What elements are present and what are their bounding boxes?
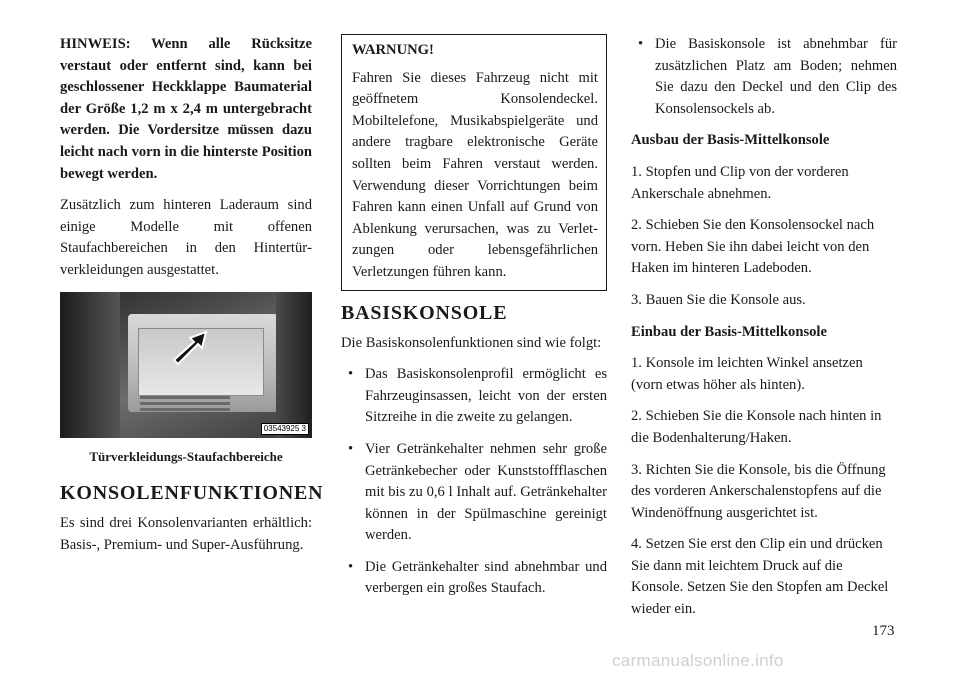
list-item: • Die Basiskonsole ist abnehmbar für zusätzlichen Platz am Boden; nehmen Sie dazu den Deckel und den Clip des Konsolensockels ab. [631,34,897,120]
pointer-arrow-icon [172,330,216,366]
base-console-intro: Die Basiskonsolenfunktionen sind wie folgt: [341,334,602,351]
installation-heading: Einbau der Basis-Mittelkonsole [631,323,827,340]
photo-grille-line [140,408,230,411]
list-item: • Vier Getränkehalter nehmen sehr große Getränkebecher oder Kunststoffflaschen mit bis zu 0,6 l Inhalt auf. Getränkehalter können in der Spülmaschine gereinigt werden. [341,439,607,547]
base-console-feature-list [341,364,607,600]
list-item: • Die Getränkehalter sind abnehmbar und verbergen ein großes Staufach. [341,557,607,600]
console-variants-paragraph: Es sind drei Konsolenvarianten erhältlich: Basis-, Premium- und Super-Ausführung. [60,515,312,553]
note-paragraph: HINWEIS: Wenn alle Rücksitze verstaut oder entfernt sind, kann bei geschlossener Heckklappe Baumaterial der Größe 1,2 m x 2,4 m untergebracht werden. Die Vordersitze müssen dazu leicht nach vorn in die hinterste Position bewegt werden. [60,36,312,182]
warning-text: Fahren Sie dieses Fahrzeug nicht mit geöffnetem Konsolendeckel. Mobiltelefone, Musikabspielgeräte und andere tragbare elektronische Geräte sollten beim Fahren verstaut werden. Verwendung dieser Vorrichtungen beim Fahren kann einen Unfall auf Grund von Ablenkung verursachen, was zu Verletzungen oder lebensgefährlichen Verletzungen führen kann. [352,69,598,280]
section-title-console-functions: KONSOLENFUNKTIONEN [60,482,324,505]
installation-step-2: 2. Schieben Sie die Konsole nach hinten in die Bodenhalterung/Haken. [631,408,882,446]
section-title-base-console: BASISKONSOLE [341,301,508,324]
photo-shadow [276,292,312,438]
installation-step-3: 3. Richten Sie die Konsole, bis die Öffnung des vorderen Ankerschalenstopfens auf die Windenöffnung ausgerichtet ist. [631,461,886,521]
image-caption: Türverkleidungs-Staufachbereiche [89,448,283,464]
removable-console-list [631,34,897,120]
site-watermark: carmanualsonline.info [612,651,784,670]
photo-grille-line [140,402,230,405]
storage-paragraph: Zusätzlich zum hinteren Laderaum sind einige Modelle mit offenen Staufachbereichen in den Hintertürverkleidungen ausgestattet. [60,197,312,278]
list-item: • Das Basiskonsolenprofil ermöglicht es Fahrzeuginsassen, leicht von der ersten Sitzreihe in die zweite zu gelangen. [341,364,607,429]
installation-step-1: 1. Konsole im leichten Winkel ansetzen (vorn etwas höher als hinten). [631,355,863,393]
image-code: 03543925 3 [261,423,309,435]
photo-grille-line [140,396,230,399]
left-column [60,34,324,566]
removal-heading: Ausbau der Basis-Mittelkonsole [631,132,830,149]
removal-step-1: 1. Stopfen und Clip von der vorderen Ankerschale abnehmen. [631,163,849,202]
right-column [631,34,897,631]
door-trim-storage-photo [60,292,312,438]
removal-step-3: 3. Bauen Sie die Konsole aus. [631,291,806,308]
warning-box [341,34,607,291]
page-number: 173 [872,623,895,639]
warning-title: WARNUNG! [352,42,434,58]
installation-step-4: 4. Setzen Sie erst den Clip ein und drücken Sie dann mit leichtem Druck auf die Konsole. Setzen Sie den Stopfen am Deckel wieder ein. [631,536,889,618]
photo-door-pillar [60,292,120,438]
removal-step-2: 2. Schieben Sie den Konsolensockel nach vorn. Heben Sie ihn dabei leicht von den Haken im hinteren Ladeboden. [631,217,875,277]
middle-column [341,34,607,610]
